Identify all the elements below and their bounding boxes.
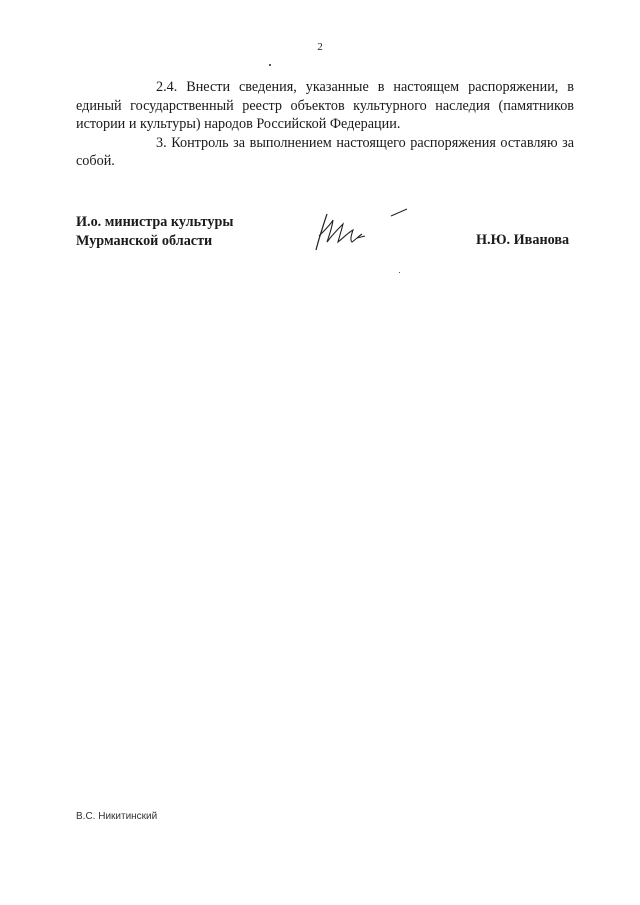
signatory-name: Н.Ю. Иванова	[476, 232, 570, 248]
handwritten-signature	[305, 200, 415, 260]
paragraph-text: Контроль за выполнением настоящего распоряжения оставляю за собой.	[76, 134, 575, 169]
executor-name: В.С. Никитинский	[76, 811, 158, 822]
page-number: 2	[317, 41, 323, 53]
position-line: Мурманской области	[76, 232, 213, 249]
paragraph-3	[76, 134, 574, 171]
paragraph-text: Внести сведения, указанные в настоящем распоряжении, в единый государственный реестр объектов культурного наследия (памятников истории и культуры) народов Российской Федерации.	[76, 79, 575, 132]
scan-speck	[399, 272, 400, 273]
paragraph-number: 3.	[156, 134, 167, 151]
document-body	[76, 78, 574, 171]
scan-speck	[269, 64, 271, 66]
paragraph-number: 2.4.	[156, 79, 178, 95]
signatory-position	[76, 213, 233, 250]
paragraph-2-4	[76, 78, 574, 134]
position-line: И.о. министра культуры	[76, 214, 234, 230]
